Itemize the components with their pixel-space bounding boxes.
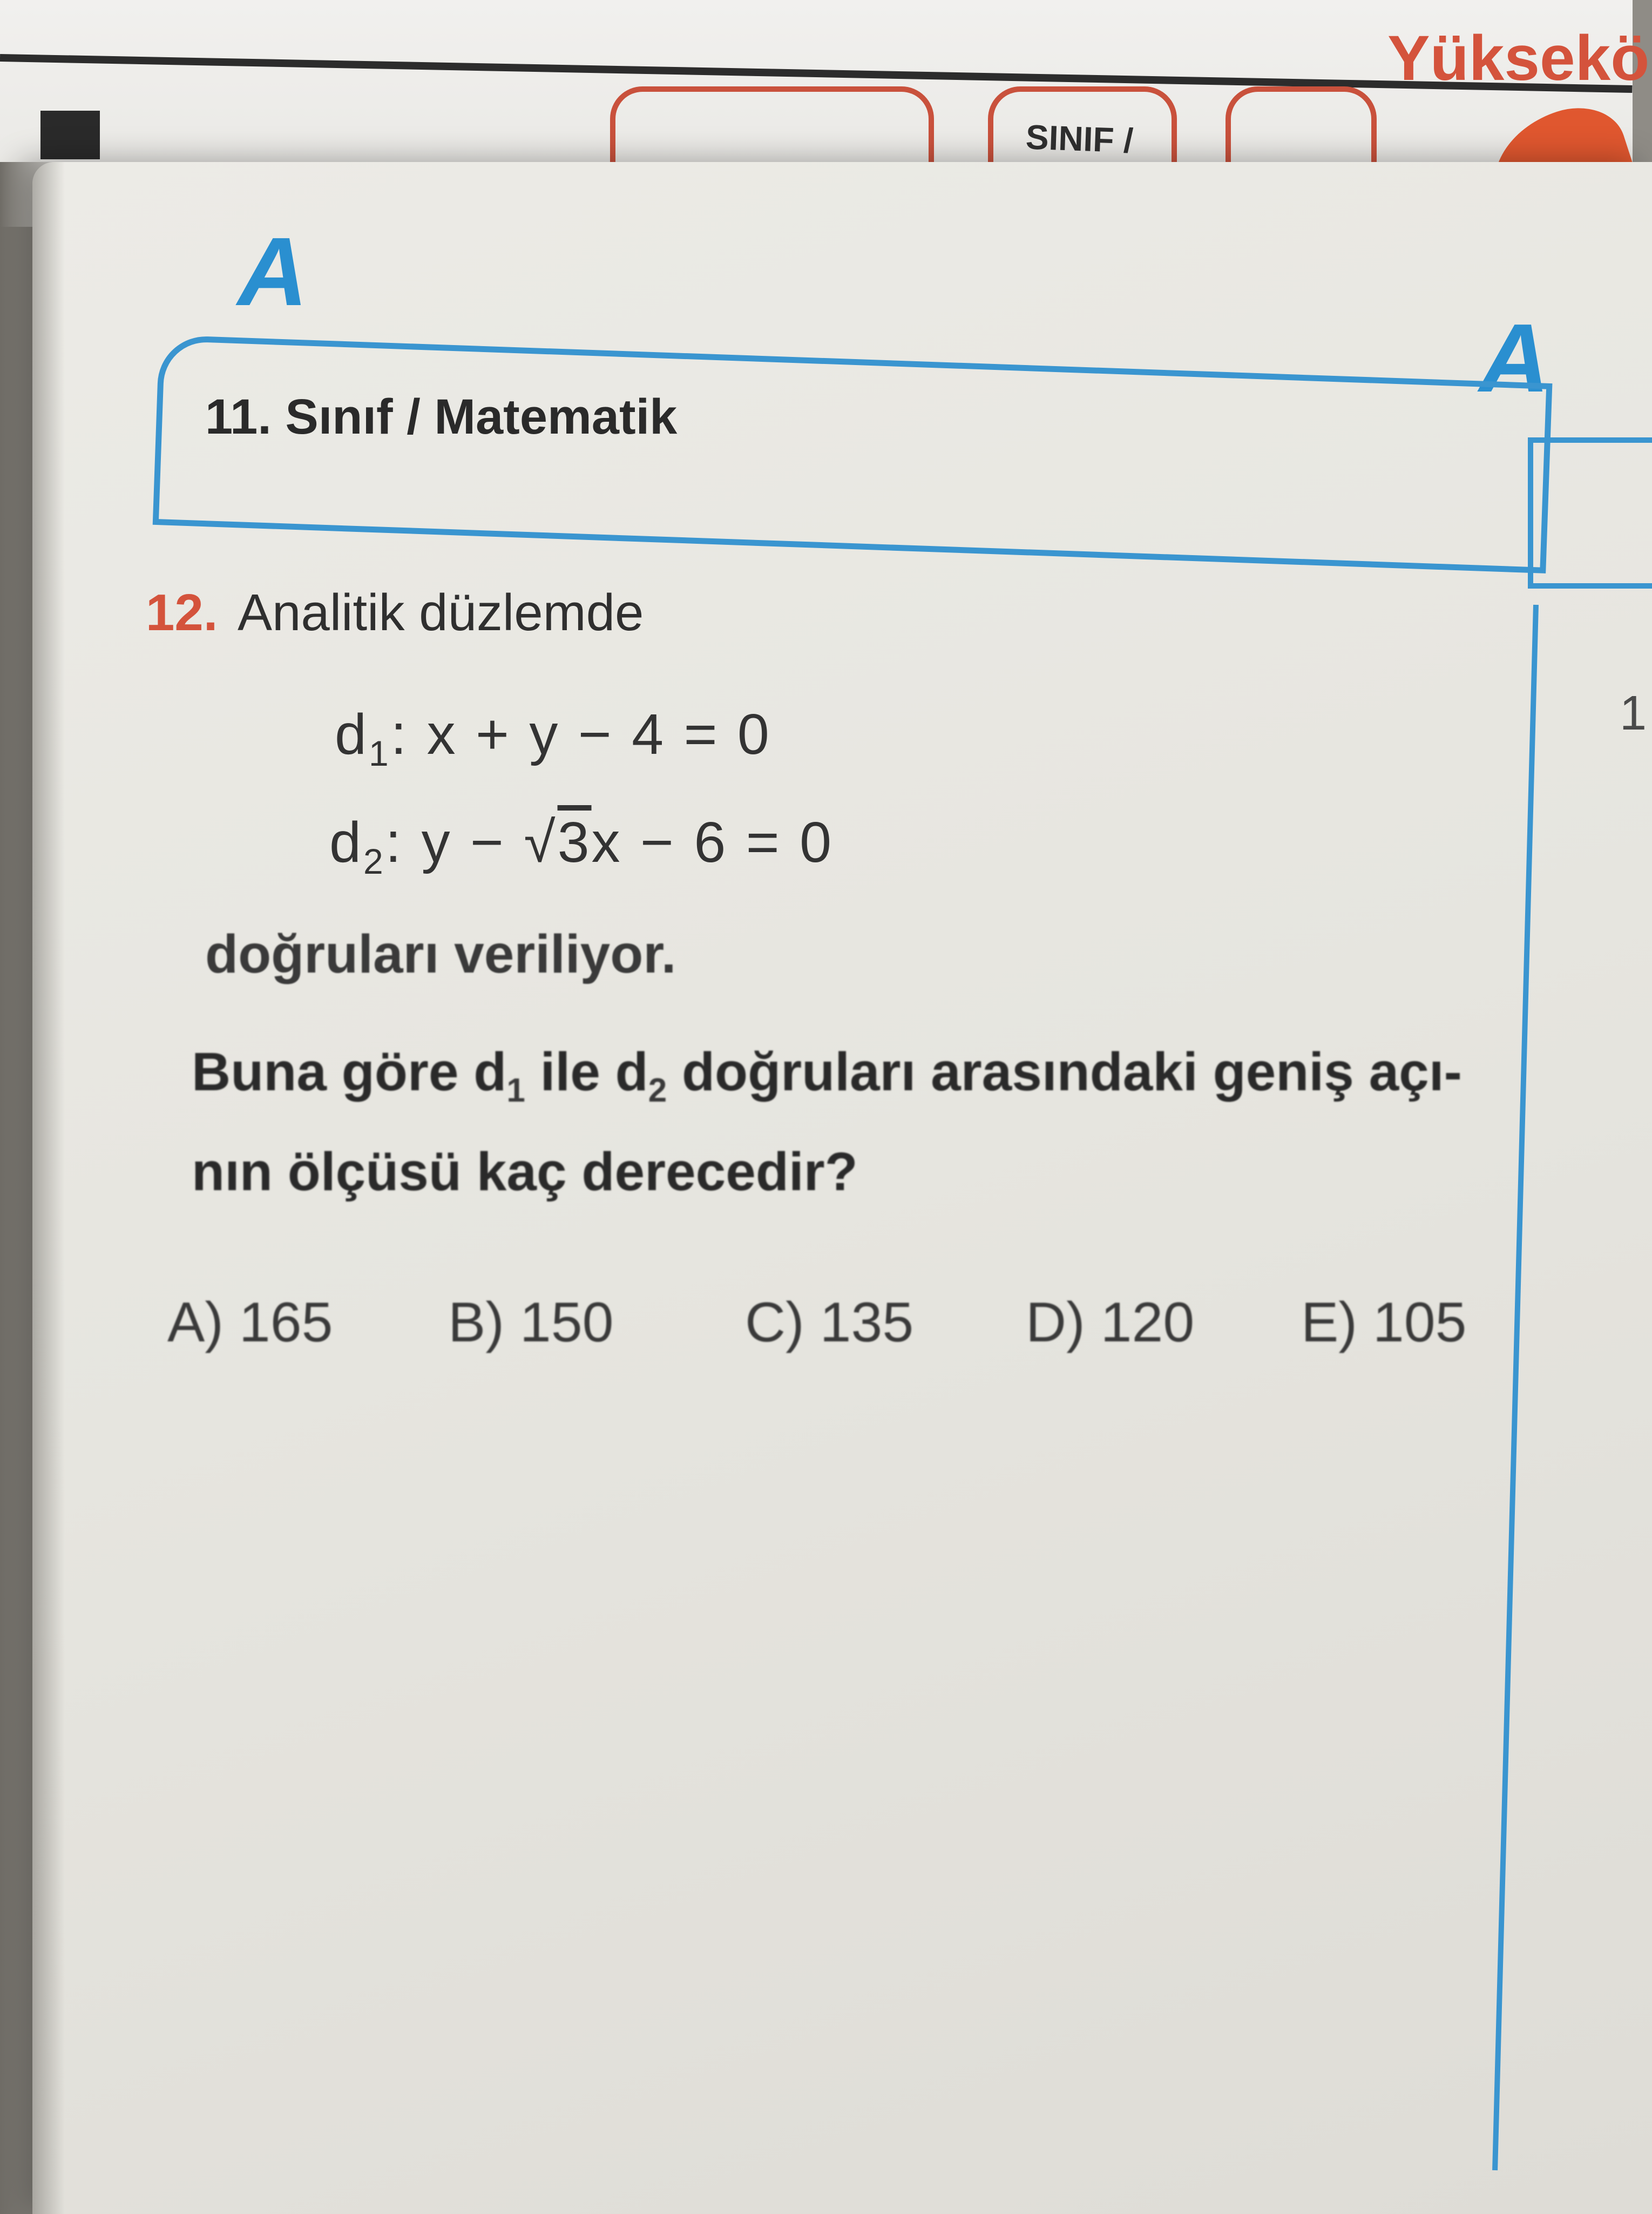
- question-intro: Analitik düzlemde: [238, 584, 644, 642]
- option-d[interactable]: D) 120: [1026, 1291, 1195, 1354]
- prompt-part: doğruları arasındaki geniş açı-: [667, 1042, 1462, 1102]
- booklet-letter-left: A: [238, 218, 308, 326]
- equation-d1: [335, 702, 771, 774]
- book-spine-shadow: [0, 162, 65, 2214]
- prompt-subscript: 1: [506, 1072, 525, 1109]
- header-title: 11. Sınıf / Matematik: [205, 389, 678, 444]
- answer-frame: [1528, 437, 1652, 589]
- background-black-square: [40, 111, 100, 159]
- line-name: d: [329, 811, 363, 874]
- line-subscript: 1: [368, 733, 391, 774]
- background-brand-text: Yüksekö: [1387, 23, 1650, 94]
- option-e[interactable]: E) 105: [1301, 1291, 1467, 1354]
- question-number: 12.: [146, 584, 218, 642]
- prompt-subscript: 2: [648, 1072, 667, 1109]
- prompt-part: ile d: [525, 1042, 648, 1102]
- edge-digit: 1: [1620, 686, 1647, 740]
- booklet-letter-right: A: [1479, 304, 1549, 413]
- question-prompt: [192, 1031, 1541, 1212]
- given-text: doğruları veriliyor.: [205, 924, 676, 984]
- line-subscript: 2: [363, 841, 385, 882]
- equation-text: : y − √: [385, 811, 558, 874]
- prompt-part: nın ölçüsü kaç derecedir?: [192, 1142, 858, 1202]
- option-c[interactable]: C) 135: [745, 1291, 914, 1354]
- background-tab-label: SINIF /: [1025, 117, 1134, 160]
- option-b[interactable]: B) 150: [448, 1291, 614, 1354]
- equation-text: : x + y − 4 = 0: [390, 703, 771, 766]
- equation-text: x − 6 = 0: [591, 811, 834, 874]
- line-name: d: [335, 703, 369, 766]
- prompt-part: Buna göre d: [192, 1042, 507, 1102]
- equation-d2: [329, 810, 834, 882]
- option-a[interactable]: A) 165: [167, 1291, 333, 1354]
- sqrt-radicand: 3: [557, 811, 592, 874]
